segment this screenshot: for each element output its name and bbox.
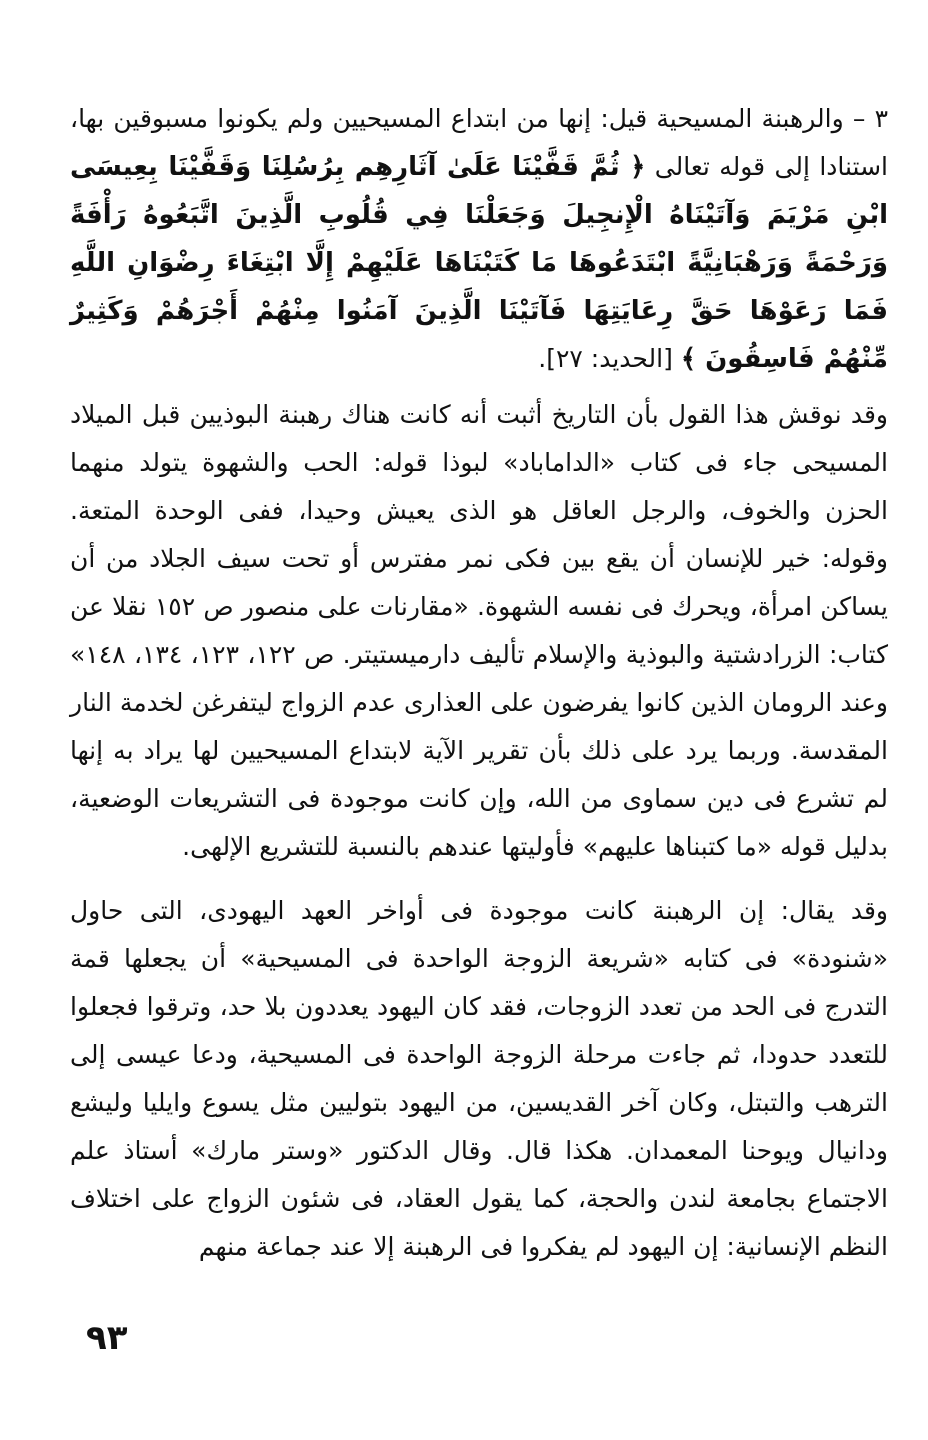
paragraph-monasticism-verse (70, 95, 888, 383)
paragraph-jewish-monasticism: وقد يقال: إن الرهبنة كانت موجودة فى أواخر العهد اليهودى، التى حاول «شنودة» فى كتابه «شريعة الزوجة الواحدة فى المسيحية» أن يجعلها قمة التدرج فى الحد من تعدد الزوجات، فقد كان اليهود يعددون بلا حد، وترقوا فجعلوا للتعدد حدودا، ثم جاءت مرحلة الزوجة الواحدة فى المسيحية، ودعا عيسى إلى الترهب والتبتل، وكان آخر القديسين، من اليهود بتوليين مثل يسوع وايليا وليشع ودانيال ويوحنا المعمدان. هكذا قال. وقال الدكتور «وستر مارك» أستاذ علم الاجتماع بجامعة لندن والحجة، كما يقول العقاد، فى شئون الزواج على اختلاف النظم الإنسانية: إن اليهود لم يفكروا فى الرهبنة إلا عند جماعة منهم (70, 896, 888, 1261)
verse-citation: [الحديد: ٢٧]. (538, 344, 673, 373)
page-body (70, 95, 888, 1271)
quran-verse: ﴿ ثُمَّ قَفَّيْنَا عَلَىٰ آثَارِهِم بِرُسُلِنَا وَقَفَّيْنَا بِعِيسَى ابْنِ مَرْيَمَ وَآتَيْنَاهُ الْإِنجِيلَ وَجَعَلْنَا فِي قُلُوبِ الَّذِينَ اتَّبَعُوهُ رَأْفَةً وَرَحْمَةً وَرَهْبَانِيَّةً ابْتَدَعُوهَا مَا كَتَبْنَاهَا عَلَيْهِمْ إِلَّا ابْتِغَاءَ رِضْوَانِ اللَّهِ فَمَا رَعَوْهَا حَقَّ رِعَايَتِهَا فَآتَيْنَا الَّذِينَ آمَنُوا مِنْهُمْ أَجْرَهُمْ وَكَثِيرٌ مِّنْهُمْ فَاسِقُونَ ﴾ (70, 152, 888, 374)
paragraph-buddhist-monasticism: وقد نوقش هذا القول بأن التاريخ أثبت أنه كانت هناك رهبنة البوذيين قبل الميلاد المسيحى جاء فى كتاب «الداماباد» لبوذا قوله: الحب والشهوة يتولد منهما الحزن والخوف، والرجل العاقل هو الذى يعيش وحيدا، ففى الوحدة المتعة. وقوله: خير للإنسان أن يقع بين فكى نمر مفترس أو تحت سيف الجلاد من أن يساكن امرأة، ويحرك فى نفسه الشهوة. «مقارنات على منصور ص ١٥٢ نقلا عن كتاب: الزرادشتية والبوذية والإسلام تأليف دارميستيتر. ص ١٢٢، ١٢٣، ١٣٤، ١٤٨» وعند الرومان الذين كانوا يفرضون على العذارى عدم الزواج ليتفرغن لخدمة النار المقدسة. وربما يرد على ذلك بأن تقرير الآية لابتداع المسيحيين لها يراد به إنها لم تشرع فى دين سماوى من الله، وإن كانت موجودة فى التشريعات الوضعية، بدليل قوله «ما كتبناها عليهم» فأوليتها عندهم بالنسبة للتشريع الإلهى. (70, 400, 888, 861)
page-number: ٩٣ (86, 1318, 128, 1358)
paragraph-intro: ٣ – والرهبنة المسيحية قيل: إنها من ابتداع المسيحيين ولم يكونوا مسبوقين بها، استنادا إلى قوله تعالى (70, 104, 888, 181)
